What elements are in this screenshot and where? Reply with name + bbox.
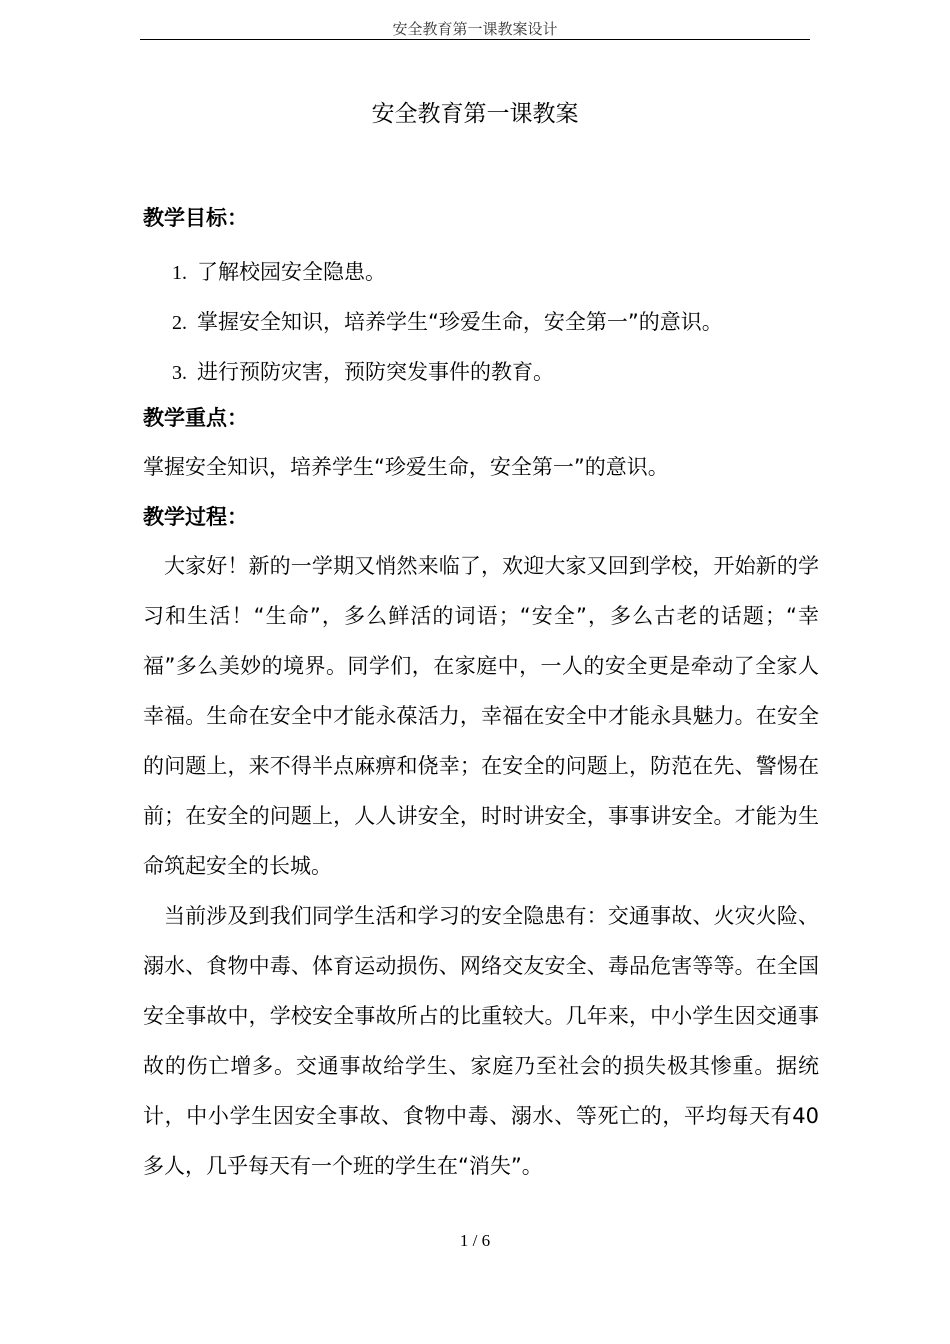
goal-item bbox=[172, 257, 386, 288]
key-points-heading: 教学重点： bbox=[143, 406, 248, 430]
goal-item-number: 3. bbox=[172, 362, 187, 384]
goal-item bbox=[172, 357, 554, 388]
page-number: 1 / 6 bbox=[459, 1231, 491, 1250]
goal-item bbox=[172, 307, 723, 338]
goal-item-number: 1. bbox=[172, 262, 187, 284]
process-paragraph: 大家好！新的一学期又悄然来临了，欢迎大家又回到学校，开始新的学习和生活！“生命”，多么鲜活的词语；“安全”，多么古老的话题；“幸福”多么美妙的境界。同学们，在家庭中，一人的安全更是牵动了全家人幸福。生命在安全中才能永葆活力，幸福在安全中才能永具魅力。在安全的问题上，来不得半点麻痹和侥幸；在安全的问题上，防范在先、警惕在前；在安全的问题上，人人讲安全，时时讲安全，事事讲安全。才能为生命筑起安全的长城。 bbox=[143, 554, 819, 878]
goal-item-text: 了解校园安全隐患。 bbox=[197, 260, 386, 284]
goal-item-text: 进行预防灾害，预防突发事件的教育。 bbox=[197, 360, 554, 384]
goal-item-number: 2. bbox=[172, 312, 187, 334]
key-points-text: 掌握安全知识，培养学生“珍爱生命，安全第一”的意识。 bbox=[143, 455, 669, 479]
goals-heading: 教学目标： bbox=[143, 206, 248, 230]
document-title: 安全教育第一课教案 bbox=[371, 101, 579, 127]
process-paragraph: 当前涉及到我们同学生活和学习的安全隐患有：交通事故、火灾火险、溺水、食物中毒、体育运动损伤、网络交友安全、毒品危害等等。在全国安全事故中，学校安全事故所占的比重较大。几年来，中小学生因交通事故的伤亡增多。交通事故给学生、家庭乃至社会的损失极其惨重。据统计，中小学生因安全事故、食物中毒、溺水、等死亡的，平均每天有40多人，几乎每天有一个班的学生在“消失”。 bbox=[143, 904, 819, 1178]
goal-item-text: 掌握安全知识，培养学生“珍爱生命，安全第一”的意识。 bbox=[197, 310, 723, 334]
running-header: 安全教育第一课教案设计 bbox=[140, 19, 810, 40]
process-heading: 教学过程： bbox=[143, 505, 248, 529]
